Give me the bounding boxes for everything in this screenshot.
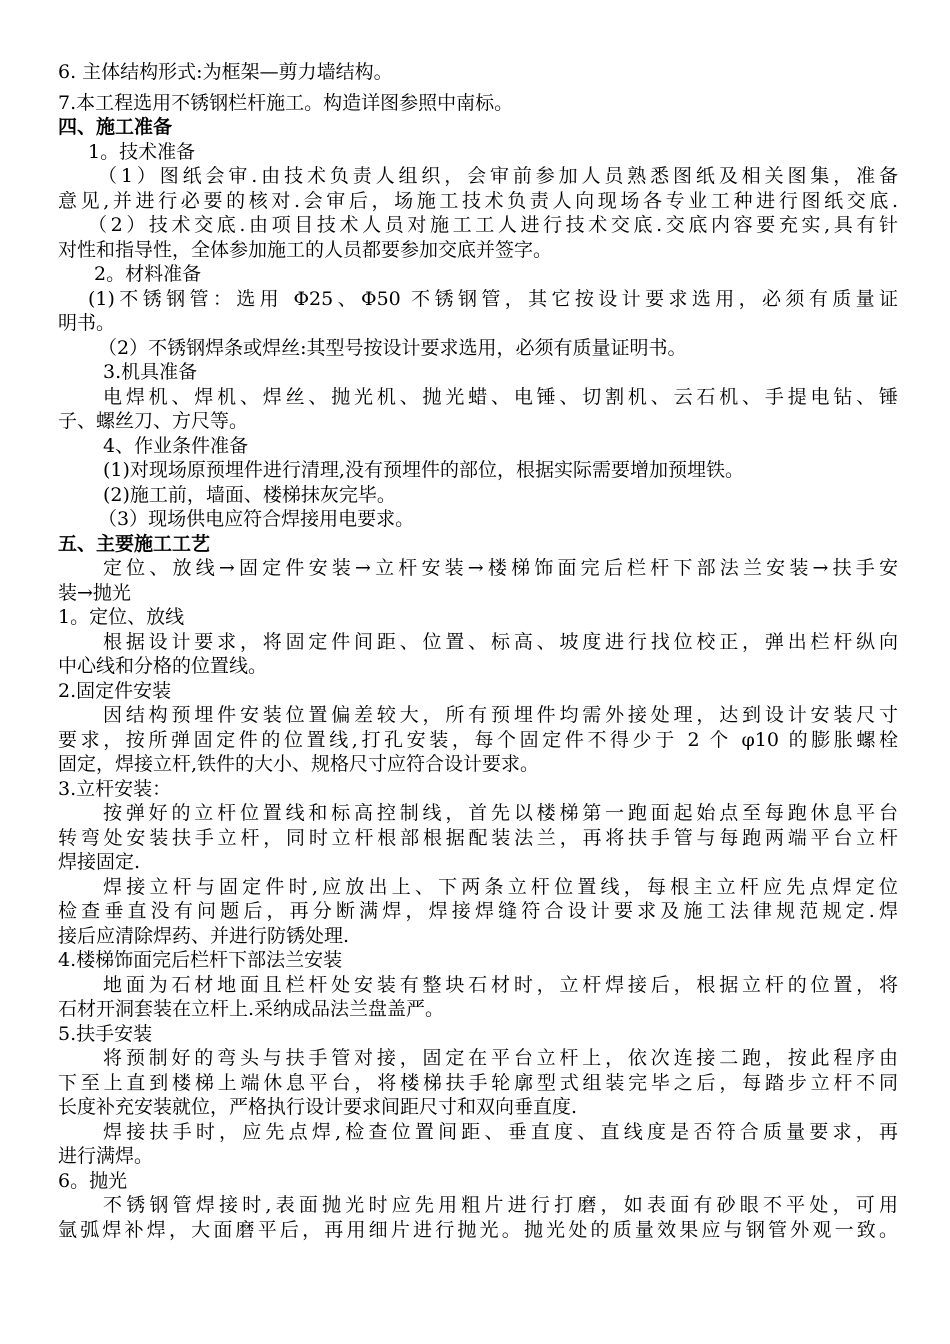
text-line: （2）技术交底.由项目技术人员对施工工人进行技术交底.交底内容要充实,具有针 (88, 214, 898, 236)
text-line: 固定，焊接立杆,铁件的大小、规格尺寸应符合设计要求。 (58, 753, 540, 775)
subheading-post-install: 3.立杆安装： (58, 777, 172, 800)
text-line: 接后应清除焊药、并进行防锈处理. (58, 924, 350, 947)
text-line: 焊接固定. (58, 851, 141, 873)
subheading-fixture-install: 2.固定件安装 (58, 679, 172, 702)
para-structure-form: 6. 主体结构形式:为框架—剪力墙结构。 (58, 61, 393, 83)
text-line: 将预制好的弯头与扶手管对接，固定在平台立杆上，依次连接二跑，按此程序由 (103, 1047, 898, 1069)
text-line: 检查垂直没有问题后，再分断满焊，焊接焊缝符合设计要求及施工法律规范规定.焊 (58, 900, 898, 922)
subheading-flange-install: 4.楼梯饰面完后栏杆下部法兰安装 (58, 949, 343, 971)
text-line: 因结构预埋件安装位置偏差较大，所有预埋件均需外接处理，达到设计安装尺寸 (103, 704, 898, 726)
text-line: 根据设计要求，将固定件间距、位置、标高、坡度进行找位校正，弹出栏杆纵向 (103, 630, 898, 653)
text-line: 电焊机、焊机、焊丝、抛光机、抛光蜡、电锤、切割机、云石机、手提电钻、锤 (103, 385, 898, 408)
text-line: 定位、放线→固定件安装→立杆安装→楼梯饰面完后栏杆下部法兰安装→扶手安 (103, 557, 898, 579)
text-line: 子、螺丝刀、方尺等。 (58, 410, 249, 432)
text-line: 石材开洞套装在立杆上.采纳成品法兰盘盖严。 (58, 998, 445, 1020)
text-line: （1）图纸会审.由技术负责人组织，会审前参加人员熟悉图纸及相关图集，准备 (98, 165, 898, 187)
text-line: (2)施工前，墙面、楼梯抹灰完毕。 (103, 483, 396, 506)
text-line: 焊接立杆与固定件时,应放出上、下两条立杆位置线，每根主立杆应先点焊定位 (103, 875, 898, 898)
subheading-equipment-prep: 3.机具准备 (103, 361, 198, 383)
subheading-technical-prep: 1。技术准备 (88, 140, 196, 163)
text-line: 不锈钢管焊接时,表面抛光时应先用粗片进行打磨，如表面有砂眼不平处，可用 (103, 1194, 898, 1216)
text-line: 中心线和分格的位置线。 (58, 655, 268, 677)
text-line: 氩弧焊补焊，大面磨平后，再用细片进行抛光。抛光处的质量效果应与钢管外观一致。 (58, 1218, 898, 1241)
subheading-work-conditions: 4、作业条件准备 (103, 434, 249, 457)
text-line: (1)对现场原预埋件进行清理,没有预埋件的部位，根据实际需要增加预埋铁。 (103, 459, 744, 481)
text-line: （2）不锈钢焊条或焊丝:其型号按设计要求选用，必须有质量证明书。 (98, 336, 687, 359)
subheading-positioning: 1。定位、放线 (58, 606, 185, 628)
text-line: 装→抛光 (58, 581, 131, 604)
text-line: 意见,并进行必要的核对.会审后，场施工技术负责人向现场各专业工种进行图纸交底. (58, 189, 898, 212)
section-heading-preparation: 四、施工准备 (58, 116, 173, 138)
text-line: 转弯处安装扶手立杆，同时立杆根部根据配装法兰，再将扶手管与每跑两端平台立杆 (58, 826, 898, 849)
text-line: 按弹好的立杆位置线和标高控制线，首先以楼梯第一跑面起始点至每跑休息平台 (103, 802, 898, 824)
text-line: 下至上直到楼梯上端休息平台，将楼梯扶手轮廓型式组装完毕之后，每踏步立杆不同 (58, 1071, 898, 1094)
text-line: 对性和指导性，全体参加施工的人员都要参加交底并签字。 (58, 238, 553, 261)
subheading-handrail-install: 5.扶手安装 (58, 1022, 153, 1045)
section-heading-process: 五、主要施工工艺 (58, 532, 211, 555)
document-body (58, 60, 898, 1242)
text-line: （3）现场供电应符合焊接用电要求。 (98, 508, 415, 530)
subheading-material-prep: 2。材料准备 (94, 263, 202, 285)
text-line: 要求，按所弹固定件的位置线,打孔安装，每个固定件不得少于 2 个 φ10 的膨胀螺栓 (58, 728, 898, 751)
text-line: 进行满焊。 (58, 1145, 154, 1167)
text-line: 焊接扶手时，应先点焊,检查位置间距、垂直度、直线度是否符合质量要求，再 (103, 1120, 898, 1143)
text-line: 长度补充安装就位，严格执行设计要求间距尺寸和双向垂直度. (58, 1096, 578, 1118)
text-line: (1)不锈钢管：选用 Φ25、Φ50 不锈钢管，其它按设计要求选用，必须有质量证 (88, 287, 898, 310)
para-stainless-railing: 7.本工程选用不锈钢栏杆施工。构造详图参照中南标。 (58, 91, 514, 114)
text-line: 地面为石材地面且栏杆处安装有整块石材时，立杆焊接后，根据立杆的位置，将 (103, 973, 898, 996)
text-line: 明书。 (58, 312, 116, 334)
subheading-polishing: 6。抛光 (58, 1169, 128, 1192)
